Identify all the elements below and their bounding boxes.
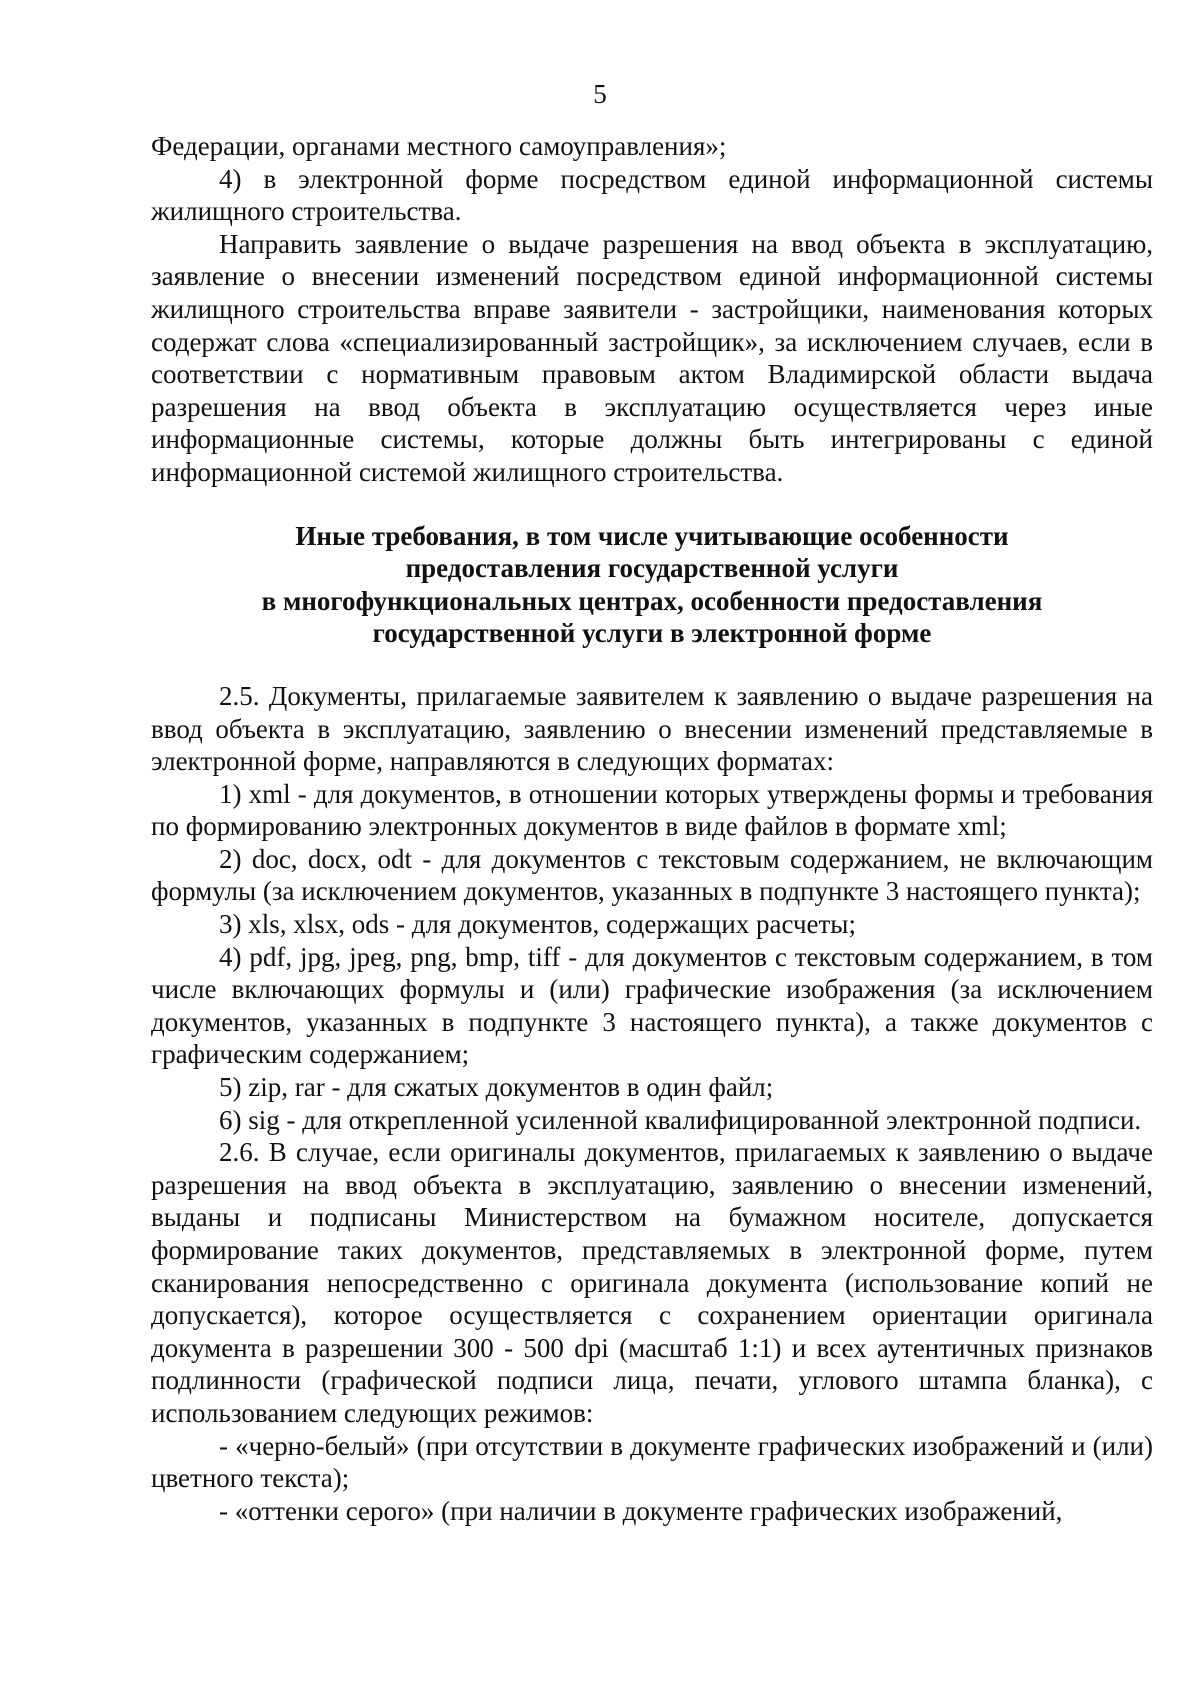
page-number: 5 <box>593 79 607 109</box>
section-heading-line: государственной услуги в электронной форме <box>372 618 932 649</box>
paragraph: 2.5. Документы, прилагаемые заявителем к заявлению о выдаче разрешения на ввод объекта в эксплуатацию, заявлению о внесении изменений представляемые в электронной форме, направляются в следующих форматах: <box>151 680 1153 777</box>
document-body <box>151 130 1153 1527</box>
list-item: 5) zip, rar - для сжатых документов в один файл; <box>219 1072 774 1103</box>
section-heading <box>151 520 1153 650</box>
list-item: 2) doc, docx, odt - для документов с текстовым содержанием, не включающим формулы (за исключением документов, указанных в подпункте 3 настоящего пункта); <box>151 843 1153 907</box>
list-item: 4) pdf, jpg, jpeg, png, bmp, tiff - для документов с текстовым содержанием, в том числе включающих формулы и (или) графические изображения (за исключением документов, указанных в подпункте 3 настоящего пункта), а также документов с графическим содержанием; <box>151 941 1153 1070</box>
section-heading-line: предоставления государственной услуги <box>405 553 899 584</box>
paragraph: Направить заявление о выдаче разрешения на ввод объекта в эксплуатацию, заявление о внесении изменений посредством единой информационной системы жилищного строительства вправе заявители - застройщики, наименования которых содержат слова «специализированный застройщик», за исключением случаев, если в соответствии с нормативным правовым актом Владимирской области выдача разрешения на ввод объекта в эксплуатацию осуществляется через иные информационные системы, которые должны быть интегрированы с единой информационной системой жилищного строительства. <box>151 228 1153 487</box>
paragraph: 2.6. В случае, если оригиналы документов, прилагаемых к заявлению о выдаче разрешения на ввод объекта в эксплуатацию, заявлению о внесении изменений, выданы и подписаны Министерством на бумажном носителе, допускается формирование таких документов, представляемых в электронной форме, путем сканирования непосредственно с оригинала документа (использование копий не допускается), которое осуществляется с сохранением ориентации оригинала документа в разрешении 300 - 500 dpi (масштаб 1:1) и всех аутентичных признаков подлинности (графической подписи лица, печати, углового штампа бланка), с использованием следующих режимов: <box>151 1137 1153 1428</box>
list-item: - «оттенки серого» (при наличии в документе графических изображений, <box>219 1495 1063 1526</box>
section-heading-line: в многофункциональных центрах, особенности предоставления <box>261 585 1043 616</box>
list-item: 1) xml - для документов, в отношении которых утверждены формы и требования по формированию электронных документов в виде файлов в формате xml; <box>151 778 1153 842</box>
paragraph: Федерации, органами местного самоуправления»; <box>151 131 727 161</box>
list-item: 6) sig - для открепленной усиленной квалифицированной электронной подписи. <box>219 1104 1142 1135</box>
section-heading-line: Иные требования, в том числе учитывающие особенности <box>295 520 1009 551</box>
list-item: 3) xls, xlsx, ods - для документов, содержащих расчеты; <box>219 909 856 940</box>
paragraph: 4) в электронной форме посредством единой информационной системы жилищного строительства. <box>151 163 1153 227</box>
list-item: - «черно-белый» (при отсутствии в документе графических изображений и (или) цветного текста); <box>151 1430 1153 1494</box>
